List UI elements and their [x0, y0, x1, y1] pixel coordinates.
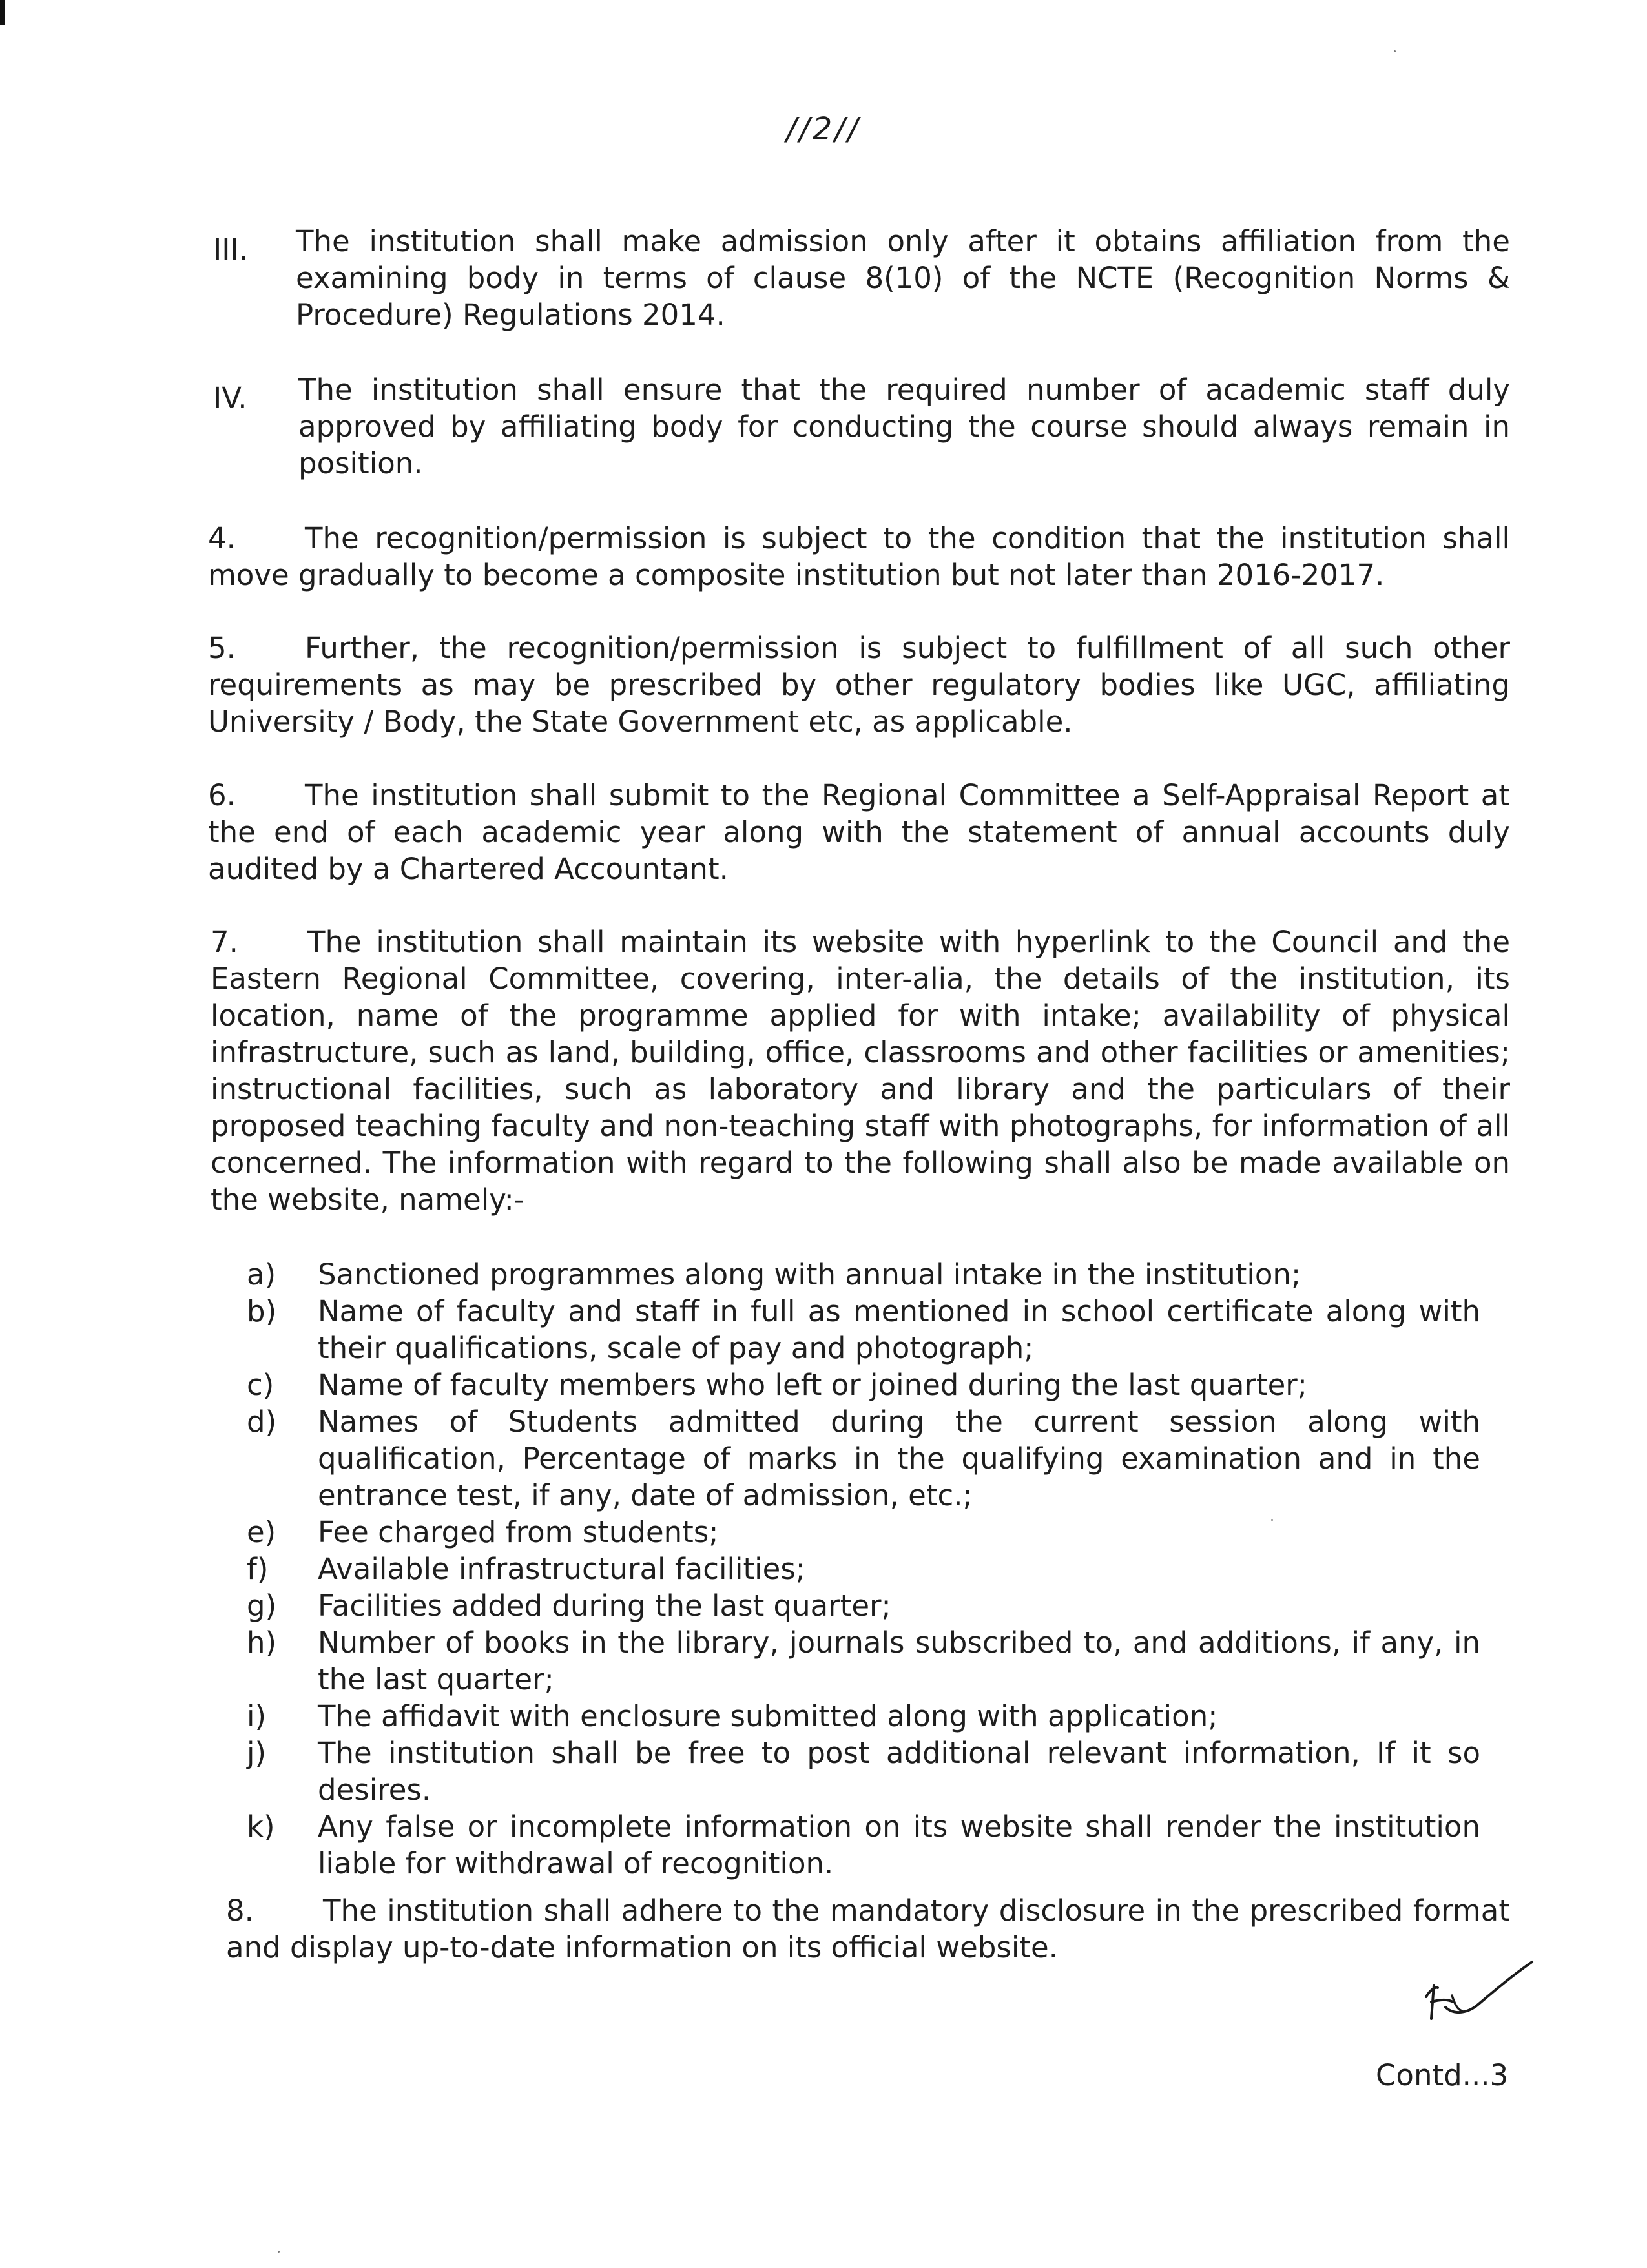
paragraph-4-text: The recognition/permission is subject to the condition that the institution shall move gradually to become a composite institution but not later than 2016-2017.	[208, 521, 1510, 592]
list-marker: c)	[247, 1368, 274, 1402]
sub-clause-iv-text: The institution shall ensure that the required number of academic staff duly approved by affiliating body for conducting the course should always remain in position.	[298, 373, 1510, 480]
list-marker: h)	[247, 1625, 277, 1660]
list-item-text: The institution shall be free to post additional relevant information, If it so desires.	[318, 1736, 1480, 1807]
list-marker: b)	[247, 1294, 277, 1328]
list-item-text: Name of faculty and staff in full as mentioned in school certificate along with their qualifications, scale of pay and photograph;	[318, 1294, 1480, 1365]
list-item-i	[247, 1698, 1480, 1735]
list-item-text: Facilities added during the last quarter;	[318, 1589, 891, 1623]
list-marker: f)	[247, 1552, 269, 1586]
sub-clause-marker-iii: III.	[213, 232, 249, 267]
continued-marker: Contd...3	[1376, 2058, 1509, 2092]
list-marker: a)	[247, 1257, 276, 1292]
list-item-text: The affidavit with enclosure submitted along with application;	[318, 1699, 1218, 1733]
scan-speck	[278, 2251, 280, 2253]
list-marker: j)	[247, 1736, 267, 1770]
sub-clause-iii-text: The institution shall make admission only after it obtains affiliation from the examining body in terms of clause 8(10) of the NCTE (Recognition Norms & Procedure) Regulations 2014.	[296, 224, 1510, 332]
paragraph-5-text: Further, the recognition/permission is subject to fulfillment of all such other requirements as may be prescribed by other regulatory bodies like UGC, affiliating University / Body, the State Government etc, as applicable.	[208, 631, 1510, 739]
paragraph-8	[226, 1892, 1510, 1966]
scan-speck	[1394, 50, 1396, 52]
list-marker: k)	[247, 1809, 275, 1844]
paragraph-6-number: 6.	[208, 778, 236, 812]
paragraph-4-number: 4.	[208, 521, 236, 555]
list-item-text: Fee charged from students;	[318, 1515, 719, 1549]
paragraph-7-text: The institution shall maintain its website with hyperlink to the Council and the Eastern Regional Committee, covering, inter-alia, the details of the institution, its location, name of the programme applied for with intake; availability of physical infrastructure, such as land, building, office, classrooms and other facilities or amenities; instructional facilities, such as laboratory and library and the particulars of their proposed teaching faculty and non-teaching staff with photographs, for information of all concerned. The information with regard to the following shall also be made available on the website, namely:-	[211, 925, 1510, 1217]
list-marker: e)	[247, 1515, 276, 1549]
list-item-f	[247, 1551, 1480, 1587]
list-item-k	[247, 1808, 1480, 1882]
paragraph-6-text: The institution shall submit to the Regional Committee a Self-Appraisal Report at the end of each academic year along with the statement of annual accounts duly audited by a Chartered Accountant.	[208, 778, 1510, 886]
sub-clause-iv	[298, 371, 1510, 482]
paragraph-5-number: 5.	[208, 631, 236, 665]
scan-edge-mark	[0, 0, 5, 25]
list-item-text: Any false or incomplete information on its website shall render the institution liable for withdrawal of recognition.	[318, 1809, 1480, 1881]
list-item-e	[247, 1514, 1480, 1551]
signature-initials	[1414, 1957, 1537, 2028]
list-marker: i)	[247, 1699, 267, 1733]
paragraph-5	[208, 630, 1510, 740]
paragraph-7	[211, 923, 1510, 1218]
list-item-text: Name of faculty members who left or joined during the last quarter;	[318, 1368, 1307, 1402]
list-item-b	[247, 1293, 1480, 1366]
paragraph-7-number: 7.	[211, 925, 238, 959]
list-marker: g)	[247, 1589, 277, 1623]
list-item-d	[247, 1403, 1480, 1514]
list-item-text: Available infrastructural facilities;	[318, 1552, 805, 1586]
paragraph-8-text: The institution shall adhere to the mandatory disclosure in the prescribed format and display up-to-date information on its official website.	[226, 1893, 1510, 1964]
page-number-marker: //2//	[786, 111, 861, 147]
paragraph-6	[208, 777, 1510, 887]
list-item-j	[247, 1735, 1480, 1808]
list-item-g	[247, 1587, 1480, 1624]
sub-clause-iii	[296, 223, 1510, 333]
list-item-text: Number of books in the library, journals subscribed to, and additions, if any, in the last quarter;	[318, 1625, 1480, 1696]
list-item-text: Names of Students admitted during the current session along with qualification, Percentage of marks in the qualifying examination and in the entrance test, if any, date of admission, etc.;	[318, 1405, 1480, 1512]
sub-clause-marker-iv: IV.	[213, 381, 247, 415]
list-item-text: Sanctioned programmes along with annual intake in the institution;	[318, 1257, 1301, 1292]
list-item-h	[247, 1624, 1480, 1698]
list-item-c	[247, 1366, 1480, 1403]
paragraph-4	[208, 520, 1510, 593]
list-item-a	[247, 1256, 1480, 1293]
list-marker: d)	[247, 1405, 277, 1439]
paragraph-8-number: 8.	[226, 1893, 254, 1928]
